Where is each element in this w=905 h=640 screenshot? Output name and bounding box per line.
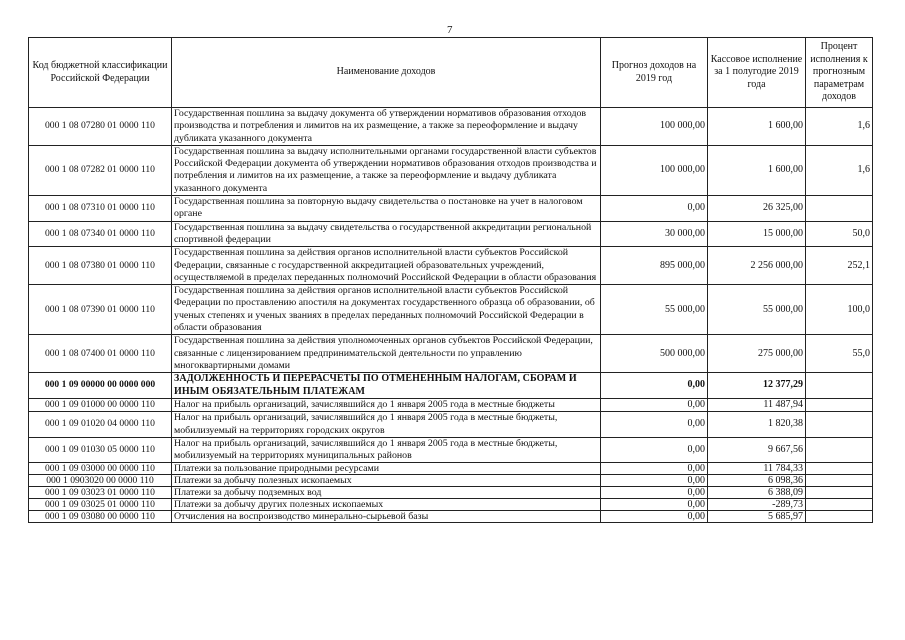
row-actual: 1 600,00 [708, 108, 806, 146]
row-code: 000 1 0903020 00 0000 110 [29, 475, 172, 487]
row-name: Государственная пошлина за выдачу исполнительными органами государственной власти субъектов Российской Федерации документа об утверждении нормативов образования отходов производства и потребления и лимитов на их размещение, а также за переоформление и выдачу дубликата указанного документа [172, 145, 601, 195]
row-percent [806, 196, 873, 222]
table-row [29, 412, 873, 438]
row-code: 000 1 09 01000 00 0000 110 [29, 398, 172, 411]
row-name: Государственная пошлина за выдачу документа об утверждении нормативов образования отходов производства и потребления и лимитов на их размещение, а также за переоформление и выдачу дубликата указанного документа [172, 108, 601, 146]
row-actual: 1 600,00 [708, 145, 806, 195]
row-forecast: 0,00 [601, 412, 708, 438]
row-percent [806, 463, 873, 475]
row-forecast: 0,00 [601, 373, 708, 399]
row-code: 000 1 09 00000 00 0000 000 [29, 373, 172, 399]
table-row [29, 373, 873, 399]
row-code: 000 1 08 07282 01 0000 110 [29, 145, 172, 195]
row-name: Платежи за добычу полезных ископаемых [172, 475, 601, 487]
row-code: 000 1 09 03025 01 0000 110 [29, 499, 172, 511]
row-actual: 6 388,09 [708, 487, 806, 499]
table-row [29, 499, 873, 511]
table-row [29, 511, 873, 523]
header-percent: Процент исполнения к прогнозным параметрам доходов [806, 38, 873, 108]
row-name: Отчисления на воспроизводство минерально-сырьевой базы [172, 511, 601, 523]
row-code: 000 1 08 07280 01 0000 110 [29, 108, 172, 146]
row-percent [806, 499, 873, 511]
row-name: Государственная пошлина за повторную выдачу свидетельства о постановке на учет в налоговом органе [172, 196, 601, 222]
row-forecast: 500 000,00 [601, 335, 708, 373]
row-actual: 12 377,29 [708, 373, 806, 399]
row-forecast: 0,00 [601, 463, 708, 475]
table-row [29, 247, 873, 285]
row-name: Государственная пошлина за выдачу свидетельства о государственной аккредитации региональной спортивной федерации [172, 221, 601, 247]
row-name: Государственная пошлина за действия органов исполнительной власти субъектов Российской Федерации, связанные с государственной аккредитацией образовательных учреждений, осуществляемой в пределах переданных полномочий Российской Федерации в области образования [172, 247, 601, 285]
row-name: Платежи за пользование природными ресурсами [172, 463, 601, 475]
row-percent [806, 398, 873, 411]
row-actual: 11 784,33 [708, 463, 806, 475]
header-forecast: Прогноз доходов на 2019 год [601, 38, 708, 108]
table-row [29, 475, 873, 487]
page-number: 7 [447, 24, 453, 36]
row-forecast: 30 000,00 [601, 221, 708, 247]
row-percent [806, 511, 873, 523]
row-name: Платежи за добычу подземных вод [172, 487, 601, 499]
table-row [29, 145, 873, 195]
row-actual: 15 000,00 [708, 221, 806, 247]
row-forecast: 0,00 [601, 196, 708, 222]
row-forecast: 0,00 [601, 487, 708, 499]
row-code: 000 1 09 03023 01 0000 110 [29, 487, 172, 499]
row-percent [806, 373, 873, 399]
row-code: 000 1 09 01030 05 0000 110 [29, 437, 172, 463]
row-name: Платежи за добычу других полезных ископаемых [172, 499, 601, 511]
row-percent [806, 437, 873, 463]
row-name: Налог на прибыль организаций, зачислявшийся до 1 января 2005 года в местные бюджеты, мобилизуемый на территориях городских округов [172, 412, 601, 438]
row-name: Государственная пошлина за действия уполномоченных органов субъектов Российской Федерации, связанные с лицензированием предпринимательской деятельности по управлению многоквартирными домами [172, 335, 601, 373]
row-code: 000 1 09 01020 04 0000 110 [29, 412, 172, 438]
row-percent [806, 412, 873, 438]
row-forecast: 0,00 [601, 511, 708, 523]
row-forecast: 895 000,00 [601, 247, 708, 285]
row-actual: 275 000,00 [708, 335, 806, 373]
table-row [29, 285, 873, 335]
table-row [29, 487, 873, 499]
row-forecast: 0,00 [601, 437, 708, 463]
row-forecast: 100 000,00 [601, 108, 708, 146]
row-code: 000 1 08 07310 01 0000 110 [29, 196, 172, 222]
row-code: 000 1 09 03080 00 0000 110 [29, 511, 172, 523]
row-code: 000 1 08 07400 01 0000 110 [29, 335, 172, 373]
row-name: Налог на прибыль организаций, зачислявшийся до 1 января 2005 года в местные бюджеты [172, 398, 601, 411]
row-forecast: 0,00 [601, 499, 708, 511]
row-actual: 6 098,36 [708, 475, 806, 487]
row-percent: 1,6 [806, 108, 873, 146]
row-percent: 55,0 [806, 335, 873, 373]
row-forecast: 0,00 [601, 398, 708, 411]
row-code: 000 1 08 07380 01 0000 110 [29, 247, 172, 285]
row-actual: -289,73 [708, 499, 806, 511]
row-actual: 9 667,56 [708, 437, 806, 463]
table-header-row [29, 38, 873, 108]
row-name: Налог на прибыль организаций, зачислявшийся до 1 января 2005 года в местные бюджеты, мобилизуемый на территориях муниципальных районов [172, 437, 601, 463]
header-actual: Кассовое исполнение за 1 полугодие 2019 года [708, 38, 806, 108]
table-row [29, 335, 873, 373]
table-row [29, 108, 873, 146]
row-percent: 1,6 [806, 145, 873, 195]
row-forecast: 55 000,00 [601, 285, 708, 335]
header-name: Наименование доходов [172, 38, 601, 108]
row-actual: 26 325,00 [708, 196, 806, 222]
row-actual: 55 000,00 [708, 285, 806, 335]
revenue-table [28, 37, 873, 523]
row-actual: 2 256 000,00 [708, 247, 806, 285]
row-forecast: 100 000,00 [601, 145, 708, 195]
row-actual: 5 685,97 [708, 511, 806, 523]
table-row [29, 463, 873, 475]
table-row [29, 196, 873, 222]
row-percent [806, 475, 873, 487]
row-percent: 100,0 [806, 285, 873, 335]
row-forecast: 0,00 [601, 475, 708, 487]
row-percent: 252,1 [806, 247, 873, 285]
header-code: Код бюджетной классификации Российской Федерации [29, 38, 172, 108]
table-row [29, 398, 873, 411]
table-row [29, 221, 873, 247]
table-row [29, 437, 873, 463]
row-name: ЗАДОЛЖЕННОСТЬ И ПЕРЕРАСЧЕТЫ ПО ОТМЕНЕННЫМ НАЛОГАМ, СБОРАМ И ИНЫМ ОБЯЗАТЕЛЬНЫМ ПЛАТЕЖАМ [172, 373, 601, 399]
row-code: 000 1 09 03000 00 0000 110 [29, 463, 172, 475]
row-actual: 11 487,94 [708, 398, 806, 411]
row-percent [806, 487, 873, 499]
row-name: Государственная пошлина за действия органов исполнительной власти субъектов Российской Федерации по проставлению апостиля на документах государственного образца об образовании, об ученых степенях и ученых званиях в пределах переданных полномочий Российской Федерации в области образования [172, 285, 601, 335]
row-actual: 1 820,38 [708, 412, 806, 438]
row-percent: 50,0 [806, 221, 873, 247]
row-code: 000 1 08 07340 01 0000 110 [29, 221, 172, 247]
row-code: 000 1 08 07390 01 0000 110 [29, 285, 172, 335]
